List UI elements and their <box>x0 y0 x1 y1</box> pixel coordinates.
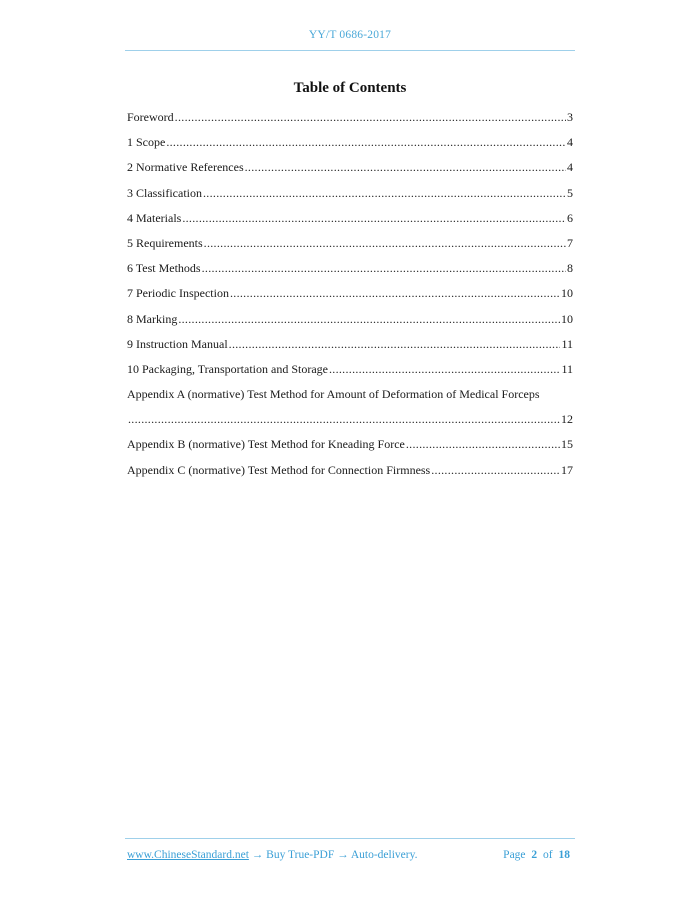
toc-entry-marking[interactable] <box>127 311 573 336</box>
page-number-indicator <box>503 849 573 861</box>
toc-entry-page: 6 <box>567 210 573 225</box>
header-document-code: YY/T 0686-2017 <box>308 29 392 41</box>
total-pages-number: 18 <box>558 849 570 861</box>
toc-leader-dots <box>431 462 560 478</box>
toc-entry-label: 5 Requirements <box>127 235 203 250</box>
toc-entry-page: 11 <box>561 361 573 376</box>
toc-entry-page: 8 <box>567 261 573 276</box>
toc-leader-dots <box>245 159 566 175</box>
toc-entry-page: 17 <box>561 462 573 477</box>
toc-list <box>127 109 573 487</box>
toc-leader-dots <box>204 235 566 251</box>
toc-entry-requirements[interactable] <box>127 235 573 260</box>
toc-leader-dots <box>329 361 560 377</box>
toc-entry-page: 10 <box>561 311 573 326</box>
header-divider <box>125 50 575 51</box>
toc-entry-label: 8 Marking <box>127 311 178 326</box>
of-word: of <box>543 849 553 861</box>
toc-entry-page: 5 <box>567 185 573 200</box>
toc-entry-page: 15 <box>561 437 573 452</box>
toc-entry-label: 3 Classification <box>127 185 202 200</box>
toc-entry-page: 7 <box>567 235 573 250</box>
toc-leader-dots <box>229 336 561 352</box>
toc-entry-appendix-b[interactable] <box>127 436 573 461</box>
toc-leader-dots <box>202 260 566 276</box>
toc-entry-scope[interactable] <box>127 134 573 159</box>
toc-entry-label: 7 Periodic Inspection <box>127 286 229 301</box>
toc-entry-page: 12 <box>561 412 573 427</box>
toc-leader-dots <box>178 311 560 327</box>
toc-entry-label: 10 Packaging, Transportation and Storage <box>127 361 328 376</box>
toc-entry-test-methods[interactable] <box>127 260 573 285</box>
toc-entry-label: 1 Scope <box>127 135 166 150</box>
toc-entry-label: Appendix C (normative) Test Method for Connection Firmness <box>127 462 431 477</box>
toc-entry-label: Appendix A (normative) Test Method for Amount of Deformation of Medical Forceps <box>127 387 540 402</box>
toc-entry-appendix-a-continued[interactable] <box>127 411 573 436</box>
footer-promo-text: → Buy True-PDF → Auto-delivery. <box>248 849 418 861</box>
page-word: Page <box>503 849 526 861</box>
footer-divider <box>125 838 575 839</box>
toc-entry-normative-references[interactable] <box>127 159 573 184</box>
toc-entry-packaging[interactable] <box>127 361 573 386</box>
toc-entry-label: 6 Test Methods <box>127 261 201 276</box>
toc-entry-label: Foreword <box>127 110 174 124</box>
toc-entry-appendix-c[interactable] <box>127 462 573 487</box>
toc-leader-dots <box>175 109 566 125</box>
toc-entry-page: 11 <box>561 336 573 351</box>
toc-entry-classification[interactable] <box>127 185 573 210</box>
toc-title: Table of Contents <box>293 80 407 96</box>
toc-entry-appendix-a[interactable] <box>127 386 573 411</box>
toc-entry-label: 2 Normative References <box>127 160 244 175</box>
toc-leader-dots <box>166 134 566 150</box>
toc-entry-page: 4 <box>567 160 573 175</box>
toc-leader-dots <box>182 210 566 226</box>
toc-entry-page: 10 <box>561 286 573 301</box>
toc-entry-label: 9 Instruction Manual <box>127 336 228 351</box>
footer-promo <box>127 849 417 861</box>
toc-leader-dots <box>203 185 566 201</box>
toc-leader-dots <box>128 411 560 427</box>
toc-entry-page: 4 <box>567 135 573 150</box>
current-page-number: 2 <box>531 849 538 861</box>
toc-entry-label: Appendix B (normative) Test Method for Kneading Force <box>127 437 405 452</box>
toc-leader-dots <box>406 436 560 452</box>
toc-entry-label: 4 Materials <box>127 210 182 225</box>
toc-entry-materials[interactable] <box>127 210 573 235</box>
toc-entry-instruction-manual[interactable] <box>127 336 573 361</box>
toc-entry-foreword[interactable] <box>127 109 573 134</box>
toc-entry-periodic-inspection[interactable] <box>127 285 573 310</box>
toc-entry-page: 3 <box>567 110 573 124</box>
website-link[interactable]: www.ChineseStandard.net <box>127 849 249 861</box>
toc-leader-dots <box>230 285 560 301</box>
